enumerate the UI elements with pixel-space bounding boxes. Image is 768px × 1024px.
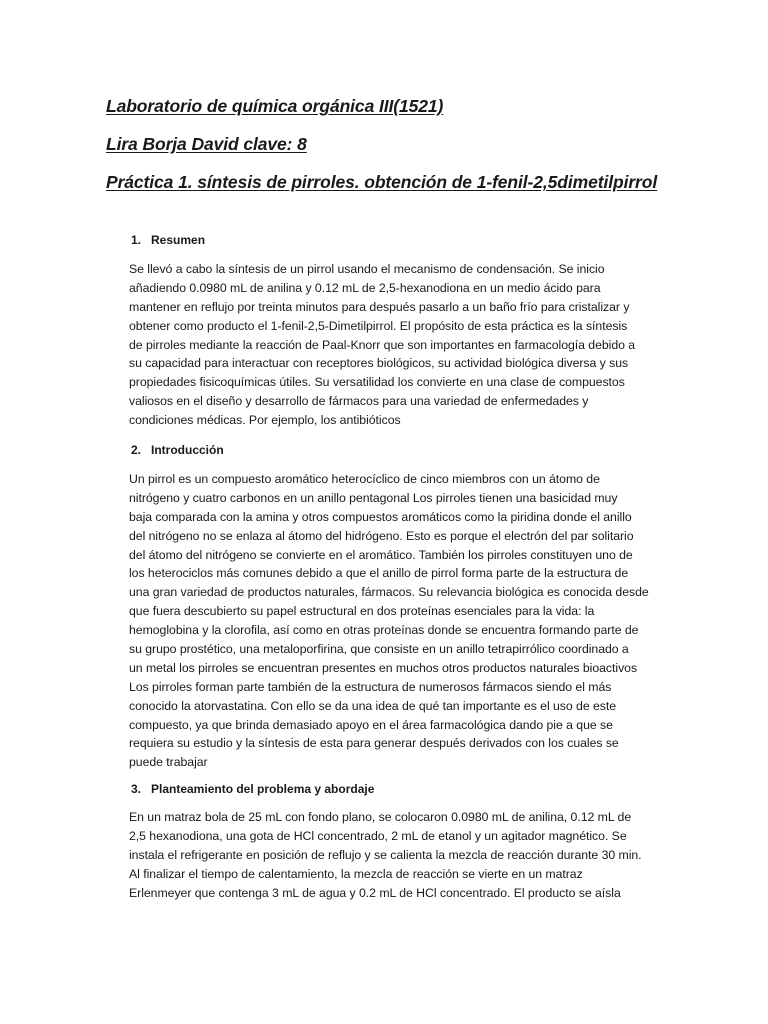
- paragraph-line: requiera su estudio y la síntesis de esta para generar después derivados con los cuales se: [129, 736, 619, 751]
- paragraph-line: un metal los pirroles se encuentran presentes en muchos otros productos naturales bioactivos: [129, 660, 638, 675]
- paragraph-line: del átomo del nitrógeno se convierte en el aromático. También los pirroles constituyen uno de: [129, 547, 633, 562]
- paragraph-line: En un matraz bola de 25 mL con fondo plano, se colocaron 0.0980 mL de anilina, 0.12 mL de: [129, 810, 632, 824]
- paragraph-line: valiosos en el diseño y desarrollo de fármacos para una variedad de enfermedades y: [129, 394, 589, 409]
- paragraph-line: 2,5 hexanodiona, una gota de HCl concentrado, 2 mL de etanol y un agitador magnético. Se: [129, 828, 627, 843]
- paragraph-line: que fuera descubierto su papel estructural en dos proteínas esenciales para la vida: la: [129, 604, 595, 619]
- paragraph-line: propiedades fisicoquímicas útiles. Su versatilidad los convierte en una clase de compuestos: [129, 375, 625, 390]
- section-number: 2.: [131, 443, 142, 457]
- section-heading-introduccion: [131, 443, 224, 457]
- paragraph-line: una gran variedad de productos naturales, fármacos. Su relevancia biológica es conocida desde: [129, 585, 649, 600]
- section-paragraph-introduccion: [129, 470, 661, 772]
- paragraph-line: Los pirroles forman parte también de la estructura de numerosos fármacos siendo el más: [129, 679, 612, 694]
- paragraph-line: nitrógeno y cuatro carbonos en un anillo pentagonal Los pirroles tienen una basicidad muy: [129, 490, 618, 505]
- paragraph-line: compuesto, ya que brinda demasiado apoyo en el área farmacológica dando pie a que se: [129, 717, 613, 732]
- paragraph-line: los heterociclos más comunes debido a que el anillo de pirrol forma parte de la estructura de: [129, 566, 629, 581]
- section-heading-resumen: [131, 233, 205, 247]
- section-heading-label: Introducción: [151, 443, 224, 457]
- paragraph-line: añadiendo 0.0980 mL de anilina y 0.12 mL de 2,5-hexanodiona en un medio ácido para: [129, 280, 601, 295]
- paragraph-line: Erlenmeyer que contenga 3 mL de agua y 0.2 mL de HCl concentrado. El producto se aísla: [129, 885, 621, 900]
- section-heading-planteamiento: [131, 782, 374, 796]
- student-name: Lira Borja David clave: 8: [106, 134, 307, 154]
- paragraph-line: hemoglobina y la clorofila, así como en otras proteínas donde se encuentra formando parte de: [129, 623, 639, 638]
- paragraph-line: su capacidad para interactuar con receptores biológicos, su actividad biológica diversa y sus: [129, 356, 629, 371]
- paragraph-line: del nitrógeno no se enlaza al átomo del hidrógeno. Esto es porque el electrón del par solitario: [129, 528, 634, 543]
- practice-title: Práctica 1. síntesis de pirroles. obtención de 1-fenil-2,5dimetilpirrol: [106, 172, 658, 192]
- section-paragraph-planteamiento: [129, 808, 661, 902]
- section-number: 3.: [131, 782, 142, 796]
- section-number: 1.: [131, 233, 142, 247]
- paragraph-line: mantener en reflujo por treinta minutos para después pasarlo a un baño frío para cristalizar y: [129, 299, 630, 314]
- paragraph-line: Se llevó a cabo la síntesis de un pirrol usando el mecanismo de condensación. Se inicio: [129, 262, 605, 276]
- paragraph-line: instala el refrigerante en posición de reflujo y se calienta la mezcla de reacción durante 30 min.: [129, 847, 642, 862]
- paragraph-line: su grupo prostético, una metaloporfirina, que consiste en un anillo tetrapirrólico coordinado a: [129, 642, 629, 657]
- paragraph-line: obtener como producto el 1-fenil-2,5-Dimetilpirrol. El propósito de esta práctica es la síntesis: [129, 318, 628, 333]
- paragraph-line: conocido la atorvastatina. Con ello se da una idea de qué tan importante es el uso de este: [129, 698, 617, 713]
- paragraph-line: de pirroles mediante la reacción de Paal-Knorr que son importantes en farmacología debido a: [129, 337, 636, 352]
- section-heading-label: Planteamiento del problema y abordaje: [151, 782, 375, 796]
- paragraph-line: Al finalizar el tiempo de calentamiento, la mezcla de reacción se vierte en un matraz: [129, 866, 583, 881]
- paragraph-line: Un pirrol es un compuesto aromático heterocíclico de cinco miembros con un átomo de: [129, 472, 600, 486]
- course-title: Laboratorio de química orgánica III(1521): [106, 96, 444, 116]
- section-heading-label: Resumen: [151, 233, 206, 247]
- paragraph-line: condiciones médicas. Por ejemplo, los antibióticos: [129, 413, 401, 428]
- paragraph-line: puede trabajar: [129, 755, 208, 770]
- section-paragraph-resumen: [129, 260, 661, 430]
- paragraph-line: baja comparada con la amina y otros compuestos aromáticos como la piridina donde el anillo: [129, 509, 632, 524]
